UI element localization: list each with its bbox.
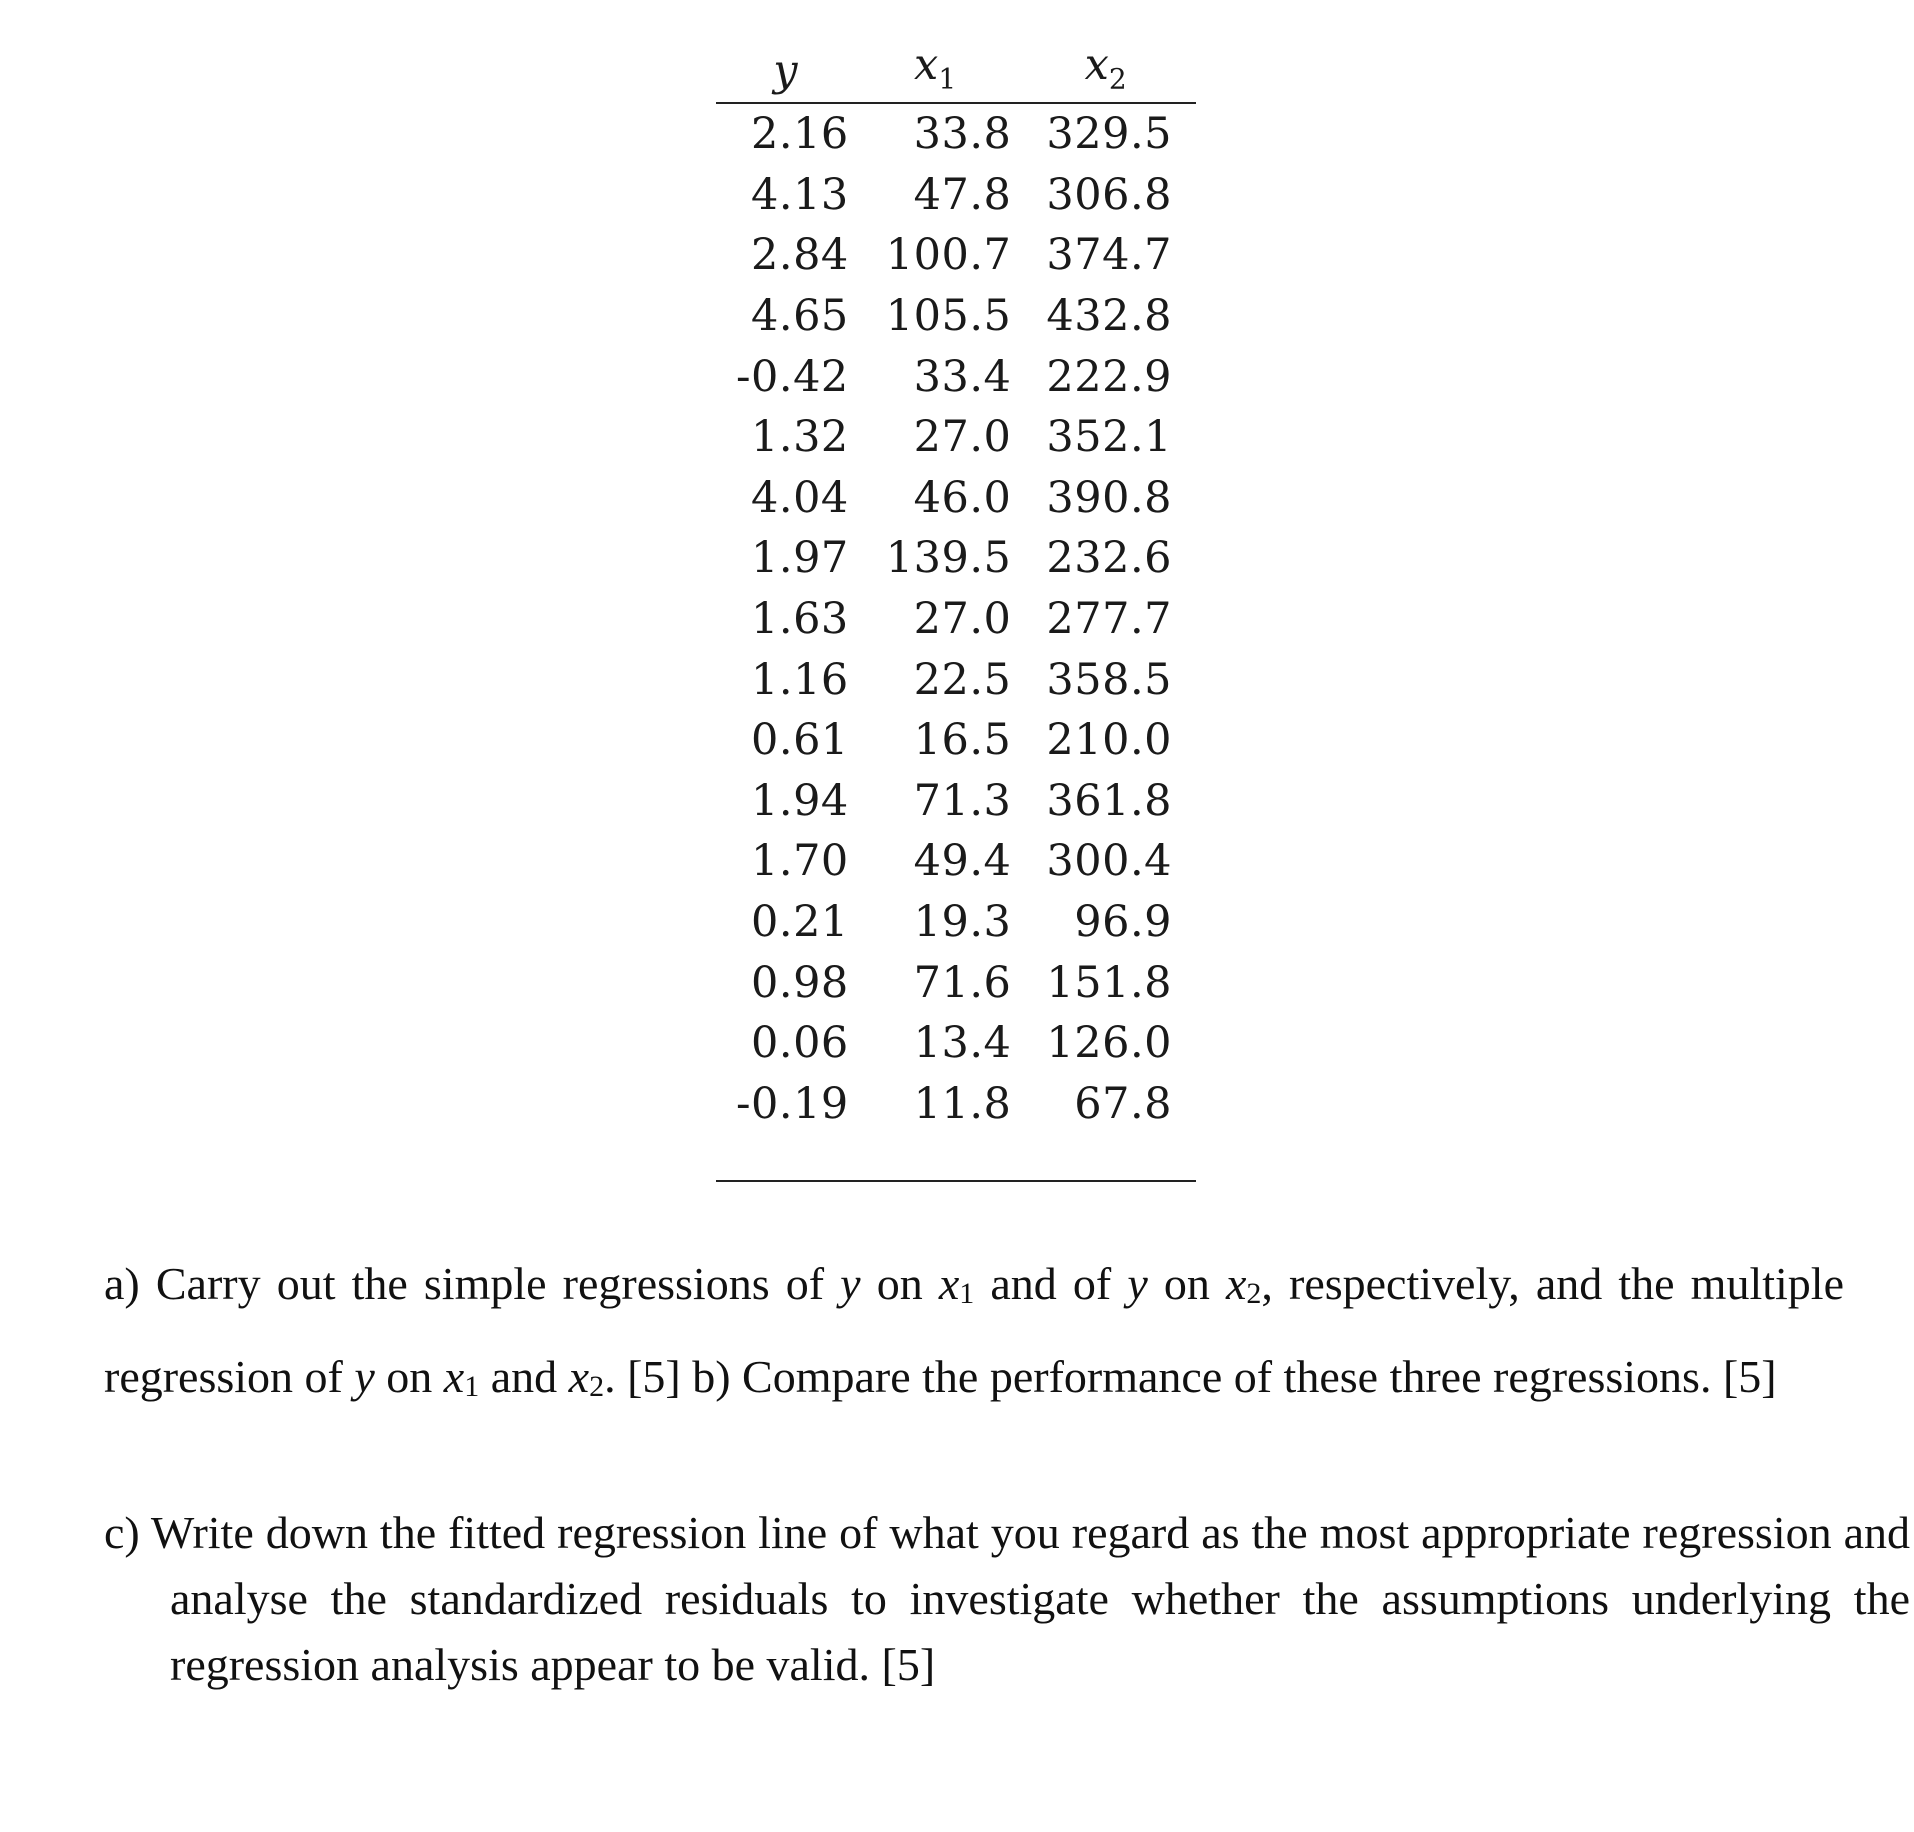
cell-y: 1.32 (751, 412, 849, 463)
table-row (716, 346, 1196, 407)
cell-x2: 96.9 (1074, 897, 1172, 948)
cell-y: -0.42 (736, 351, 849, 402)
cell-x1: 16.5 (913, 715, 1012, 766)
cell-x2: 277.7 (1046, 594, 1172, 645)
cell-y: 0.06 (751, 1018, 849, 1069)
cell-x1: 71.6 (913, 957, 1012, 1008)
cell-x2: 151.8 (1046, 957, 1172, 1008)
cell-x2: 300.4 (1046, 836, 1172, 887)
cell-x1: 27.0 (913, 412, 1012, 463)
cell-x1: 22.5 (913, 654, 1012, 705)
cell-y: 0.21 (751, 897, 849, 948)
cell-y: 0.98 (751, 957, 849, 1008)
cell-x1: 33.8 (913, 109, 1012, 160)
data-table-container (716, 40, 1196, 1134)
table-bottom-rule (716, 1180, 1196, 1182)
cell-x2: 352.1 (1046, 412, 1172, 463)
table-row (716, 831, 1196, 892)
cell-y: -0.19 (736, 1078, 849, 1129)
header-y: y (716, 40, 855, 103)
cell-x2: 374.7 (1046, 230, 1172, 281)
table-row (716, 165, 1196, 226)
table-row (716, 225, 1196, 286)
cell-x2: 358.5 (1046, 654, 1172, 705)
cell-x1: 139.5 (885, 533, 1012, 584)
cell-y: 1.63 (751, 594, 849, 645)
cell-x1: 100.7 (885, 230, 1012, 281)
table-body (716, 103, 1196, 1134)
table-row (716, 103, 1196, 165)
cell-y: 0.61 (751, 715, 849, 766)
question-a-b: a) Carry out the simple regressions of y on $x_1$ and of y on $x_2$, respectively, and the multiple regression of y on $x_1$ and $x_2$. [5] b) Compare the performance of these three regressions. [5] (104, 1258, 1845, 1403)
cell-y: 2.84 (751, 230, 849, 281)
table-header-row (716, 40, 1196, 103)
table-row (716, 710, 1196, 771)
cell-x1: 105.5 (885, 291, 1012, 342)
table-row (716, 771, 1196, 832)
cell-x1: 46.0 (913, 472, 1012, 523)
cell-x2: 432.8 (1046, 291, 1172, 342)
cell-y: 1.97 (751, 533, 849, 584)
cell-y: 2.16 (751, 109, 849, 160)
table-row (716, 407, 1196, 468)
table-row (716, 468, 1196, 529)
cell-y: 1.94 (751, 775, 849, 826)
table-row (716, 952, 1196, 1013)
cell-x1: 19.3 (913, 897, 1012, 948)
header-x1: $x_1$ (855, 40, 1016, 103)
cell-x2: 329.5 (1046, 109, 1172, 160)
cell-x2: 232.6 (1046, 533, 1172, 584)
cell-x2: 210.0 (1046, 715, 1172, 766)
table-row (716, 286, 1196, 347)
cell-y: 1.70 (751, 836, 849, 887)
cell-x2: 390.8 (1046, 472, 1172, 523)
data-table (716, 40, 1196, 1134)
table-row (716, 589, 1196, 650)
cell-y: 4.04 (751, 472, 849, 523)
cell-x1: 13.4 (913, 1018, 1012, 1069)
cell-x2: 361.8 (1046, 775, 1172, 826)
table-row (716, 1013, 1196, 1074)
question-c: c) Write down the fitted regression line of what you regard as the most appropriate regression and analyse the standardized residuals to investigate whether the assumptions underlying the regression analysis appear to be valid. [5] (104, 1507, 1910, 1690)
table-row (716, 649, 1196, 710)
cell-x1: 47.8 (913, 169, 1012, 220)
cell-y: 4.13 (751, 169, 849, 220)
table-row (716, 892, 1196, 953)
cell-y: 1.16 (751, 654, 849, 705)
cell-x2: 126.0 (1046, 1018, 1172, 1069)
header-x2: $x_2$ (1015, 40, 1196, 103)
cell-x1: 33.4 (913, 351, 1012, 402)
cell-x2: 67.8 (1074, 1078, 1172, 1129)
cell-x1: 71.3 (913, 775, 1012, 826)
table-row (716, 528, 1196, 589)
cell-x1: 49.4 (913, 836, 1012, 887)
cell-x1: 27.0 (913, 594, 1012, 645)
cell-x1: 11.8 (913, 1078, 1012, 1129)
cell-y: 4.65 (751, 291, 849, 342)
cell-x2: 306.8 (1046, 169, 1172, 220)
table-row (716, 1074, 1196, 1135)
cell-x2: 222.9 (1046, 351, 1172, 402)
